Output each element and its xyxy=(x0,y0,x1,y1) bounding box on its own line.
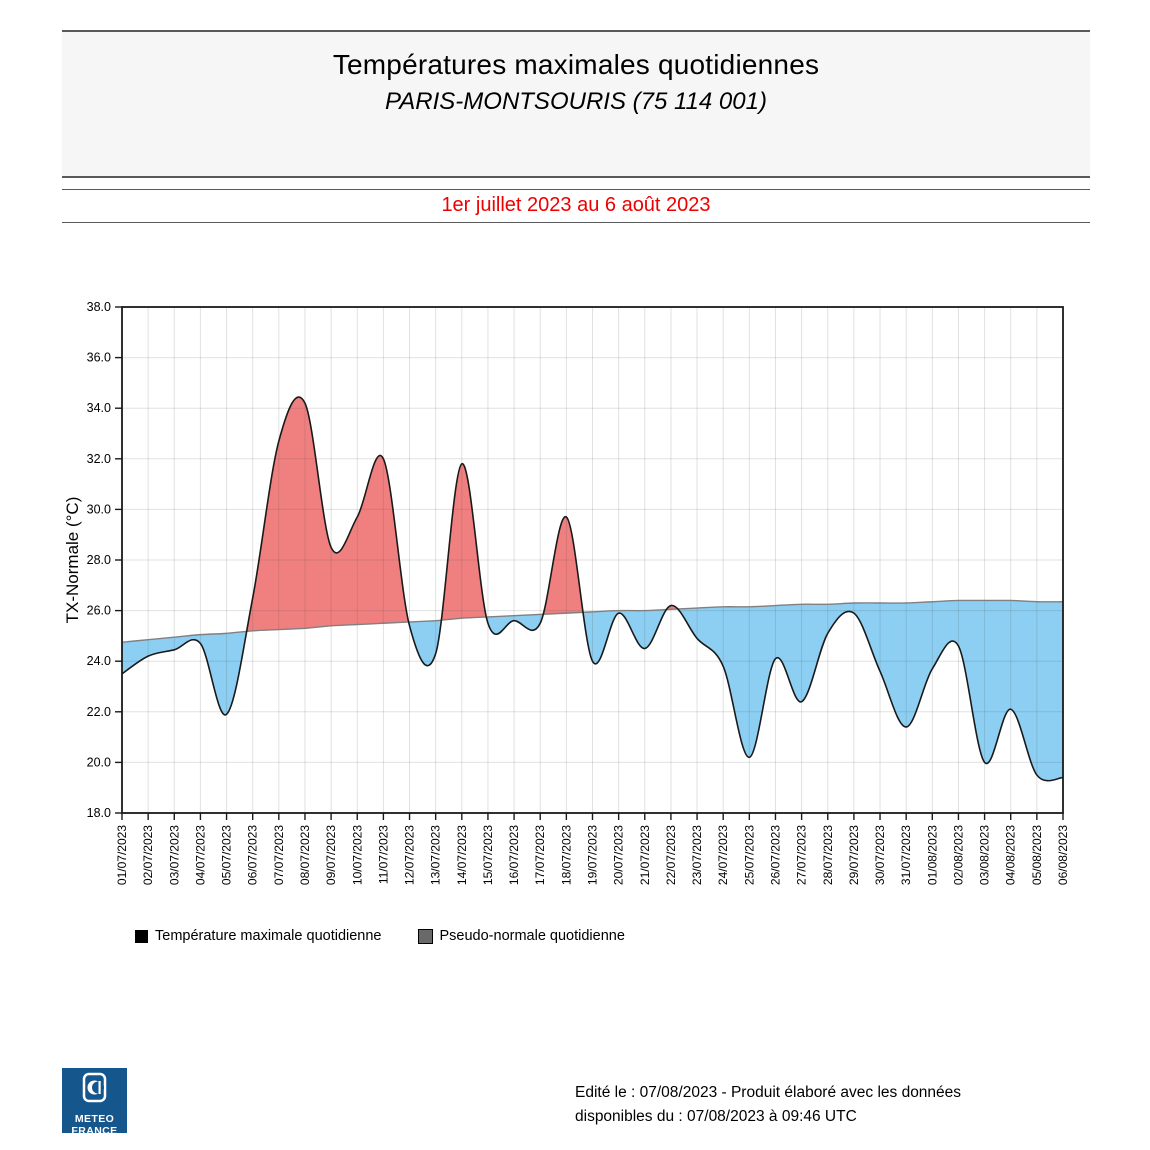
svg-text:28/07/2023: 28/07/2023 xyxy=(820,825,835,886)
svg-text:29/07/2023: 29/07/2023 xyxy=(846,825,861,886)
svg-text:22/07/2023: 22/07/2023 xyxy=(663,825,678,886)
svg-text:04/08/2023: 04/08/2023 xyxy=(1003,825,1018,886)
svg-text:34.0: 34.0 xyxy=(86,401,111,416)
chart-area xyxy=(0,240,1150,940)
x-axis-labels xyxy=(115,813,1070,885)
svg-text:31/07/2023: 31/07/2023 xyxy=(899,825,914,886)
svg-text:20.0: 20.0 xyxy=(86,755,111,770)
meteo-france-symbol-icon xyxy=(62,1068,127,1108)
plot-region xyxy=(122,307,1063,813)
svg-text:26.0: 26.0 xyxy=(86,603,111,618)
edition-note-line2: disponibles du : 07/08/2023 à 09:46 UTC xyxy=(575,1107,857,1125)
meteo-france-logo xyxy=(62,1068,127,1137)
svg-text:32.0: 32.0 xyxy=(86,451,111,466)
svg-text:18.0: 18.0 xyxy=(86,806,111,820)
svg-text:17/07/2023: 17/07/2023 xyxy=(533,825,548,886)
y-axis-labels xyxy=(87,300,122,820)
chart-legend xyxy=(135,928,625,944)
svg-text:16/07/2023: 16/07/2023 xyxy=(507,825,522,886)
svg-text:03/07/2023: 03/07/2023 xyxy=(167,825,182,886)
station-subtitle: PARIS-MONTSOURIS (75 114 001) xyxy=(385,88,767,115)
svg-text:13/07/2023: 13/07/2023 xyxy=(428,825,443,886)
legend-item-normale xyxy=(418,928,625,944)
gridlines xyxy=(122,307,1063,813)
header xyxy=(62,30,1090,178)
svg-text:05/08/2023: 05/08/2023 xyxy=(1029,825,1044,886)
svg-text:30.0: 30.0 xyxy=(86,502,111,517)
svg-text:24.0: 24.0 xyxy=(86,654,111,669)
svg-text:04/07/2023: 04/07/2023 xyxy=(193,825,208,886)
svg-text:19/07/2023: 19/07/2023 xyxy=(585,825,600,886)
svg-text:27/07/2023: 27/07/2023 xyxy=(794,825,809,886)
legend-swatch-normale-icon xyxy=(418,929,433,944)
svg-text:10/07/2023: 10/07/2023 xyxy=(350,825,365,886)
svg-text:28.0: 28.0 xyxy=(86,553,111,567)
svg-text:22.0: 22.0 xyxy=(86,704,111,719)
svg-text:38.0: 38.0 xyxy=(86,300,111,314)
legend-label-normale: Pseudo-normale quotidienne xyxy=(439,928,625,944)
svg-text:01/08/2023: 01/08/2023 xyxy=(925,825,940,886)
svg-text:25/07/2023: 25/07/2023 xyxy=(742,825,757,886)
svg-text:06/07/2023: 06/07/2023 xyxy=(245,825,260,886)
svg-text:01/07/2023: 01/07/2023 xyxy=(115,825,129,886)
period-banner xyxy=(62,189,1090,223)
legend-swatch-tx-icon xyxy=(135,930,148,943)
svg-text:09/07/2023: 09/07/2023 xyxy=(324,825,339,886)
svg-text:11/07/2023: 11/07/2023 xyxy=(376,825,391,885)
svg-text:14/07/2023: 14/07/2023 xyxy=(454,825,469,886)
svg-text:02/07/2023: 02/07/2023 xyxy=(141,825,156,886)
svg-text:07/07/2023: 07/07/2023 xyxy=(271,825,286,886)
svg-text:06/08/2023: 06/08/2023 xyxy=(1056,825,1070,886)
svg-text:18/07/2023: 18/07/2023 xyxy=(559,825,574,886)
svg-text:23/07/2023: 23/07/2023 xyxy=(690,825,705,886)
temperature-chart-svg xyxy=(0,240,1150,940)
svg-text:08/07/2023: 08/07/2023 xyxy=(297,825,312,886)
logo-text-france: FRANCE xyxy=(71,1125,118,1137)
edition-note xyxy=(575,1081,1055,1128)
svg-text:02/08/2023: 02/08/2023 xyxy=(951,825,966,886)
period-text: 1er juillet 2023 au 6 août 2023 xyxy=(441,194,711,216)
logo-text-meteo: METEO xyxy=(74,1113,115,1125)
svg-text:12/07/2023: 12/07/2023 xyxy=(402,825,417,886)
svg-text:05/07/2023: 05/07/2023 xyxy=(219,825,234,886)
svg-text:20/07/2023: 20/07/2023 xyxy=(611,825,626,886)
svg-text:24/07/2023: 24/07/2023 xyxy=(716,825,731,886)
svg-text:26/07/2023: 26/07/2023 xyxy=(768,825,783,886)
svg-text:21/07/2023: 21/07/2023 xyxy=(637,825,652,886)
edition-note-line1: Edité le : 07/08/2023 - Produit élaboré avec les données xyxy=(575,1084,962,1101)
y-axis-title: TX-Normale (°C) xyxy=(63,496,82,624)
svg-text:03/08/2023: 03/08/2023 xyxy=(977,825,992,886)
legend-item-tx xyxy=(135,928,382,944)
svg-text:15/07/2023: 15/07/2023 xyxy=(480,825,495,886)
svg-text:36.0: 36.0 xyxy=(86,350,111,365)
legend-label-tx: Température maximale quotidienne xyxy=(155,928,382,944)
page-title: Températures maximales quotidiennes xyxy=(332,49,820,80)
svg-text:30/07/2023: 30/07/2023 xyxy=(873,825,888,886)
